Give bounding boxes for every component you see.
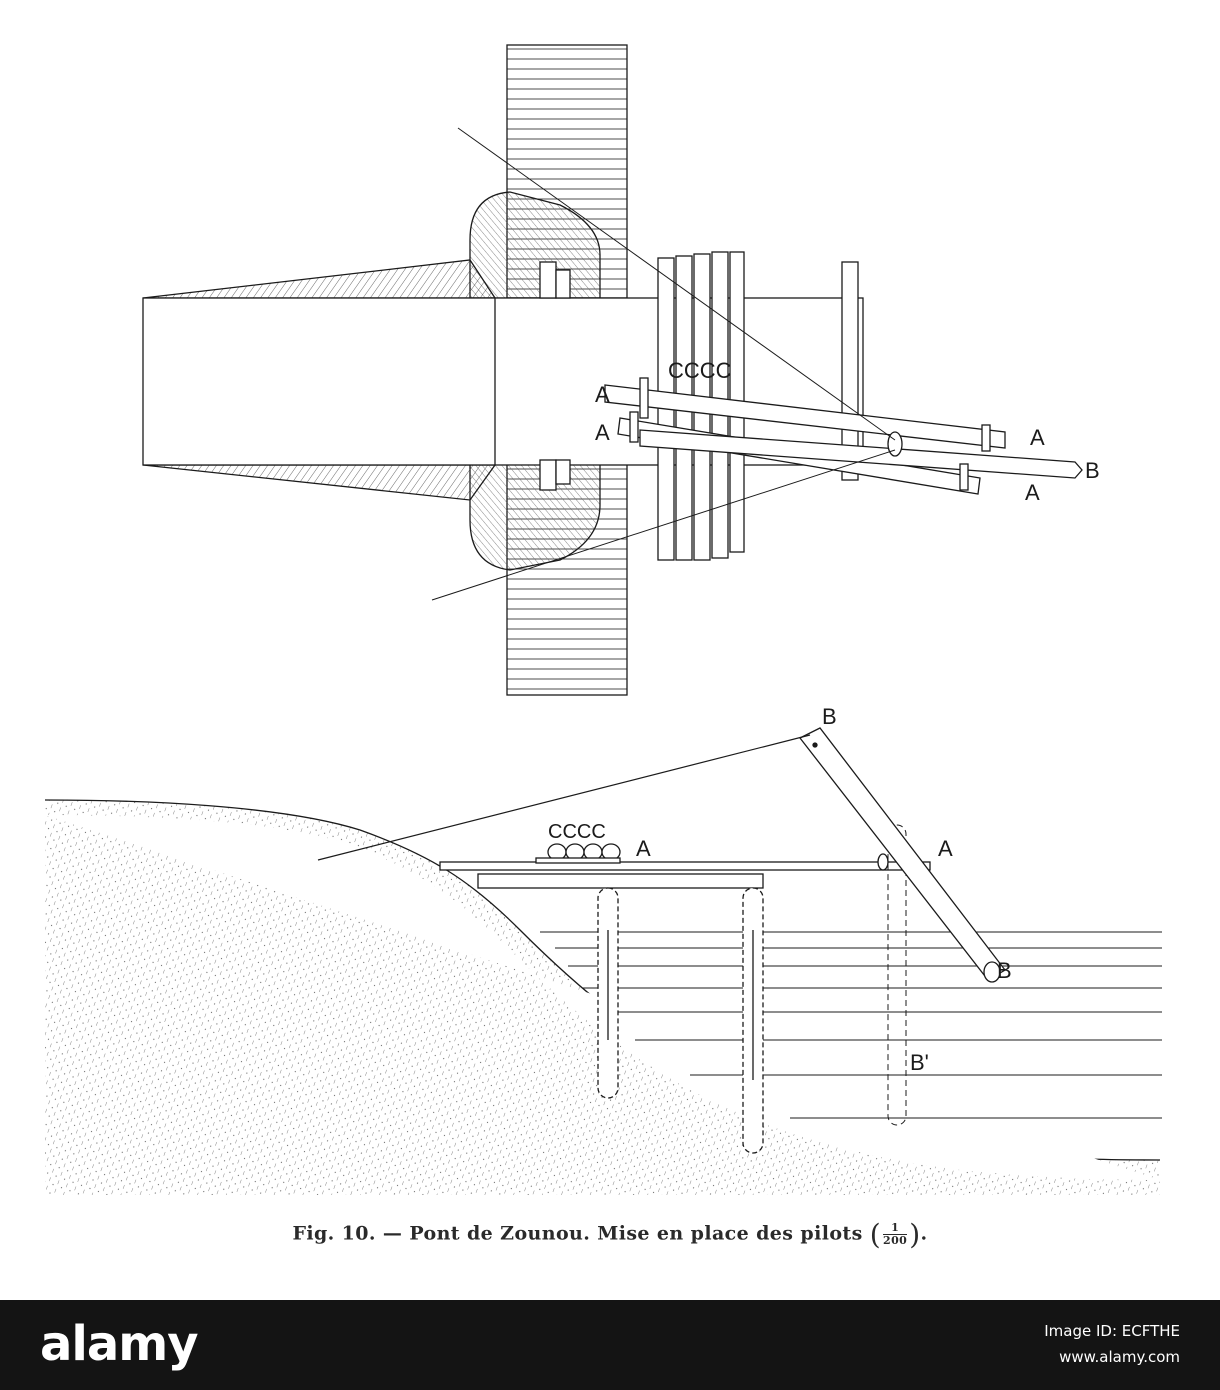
label-cccc-plan: CCCC [668,358,732,383]
label-a-lower-right: A [1025,480,1040,505]
label-a-lower-left: A [595,420,610,445]
footer-meta [1044,1318,1180,1370]
label-a-left: A [636,836,651,861]
label-a-upper-left: A [595,382,610,407]
label-a-upper-right: A [1030,425,1045,450]
caption-text: Fig. 10. — Pont de Zounou. Mise en place des pilots [292,1222,863,1245]
wing-top [143,260,495,298]
alamy-logo: alamy [40,1316,198,1372]
deck-bottom [478,874,763,888]
label-b-top: B [822,704,837,729]
scale-fraction [883,1222,907,1247]
scale-denominator: 200 [883,1234,908,1247]
caption-suffix: . [920,1222,928,1245]
figure-caption: Fig. 10. — Pont de Zounou. Mise en place des pilots ( $\frac{1}{200}$ ). [292,1218,928,1251]
label-a-right: A [938,836,953,861]
label-b-prime: B' [910,1050,929,1075]
wing-bottom [143,465,495,500]
image-id: Image ID: ECFTHE [1044,1322,1180,1340]
site-url: www.alamy.com [1059,1348,1180,1366]
label-b-right: B [1085,458,1100,483]
label-cccc-elevation: CCCC [548,821,606,843]
plan-view [143,45,1082,695]
label-b-water: B [997,958,1012,983]
stock-footer [0,1300,1220,1390]
deck-top [440,862,930,870]
scale-numerator: 1 [883,1222,907,1235]
